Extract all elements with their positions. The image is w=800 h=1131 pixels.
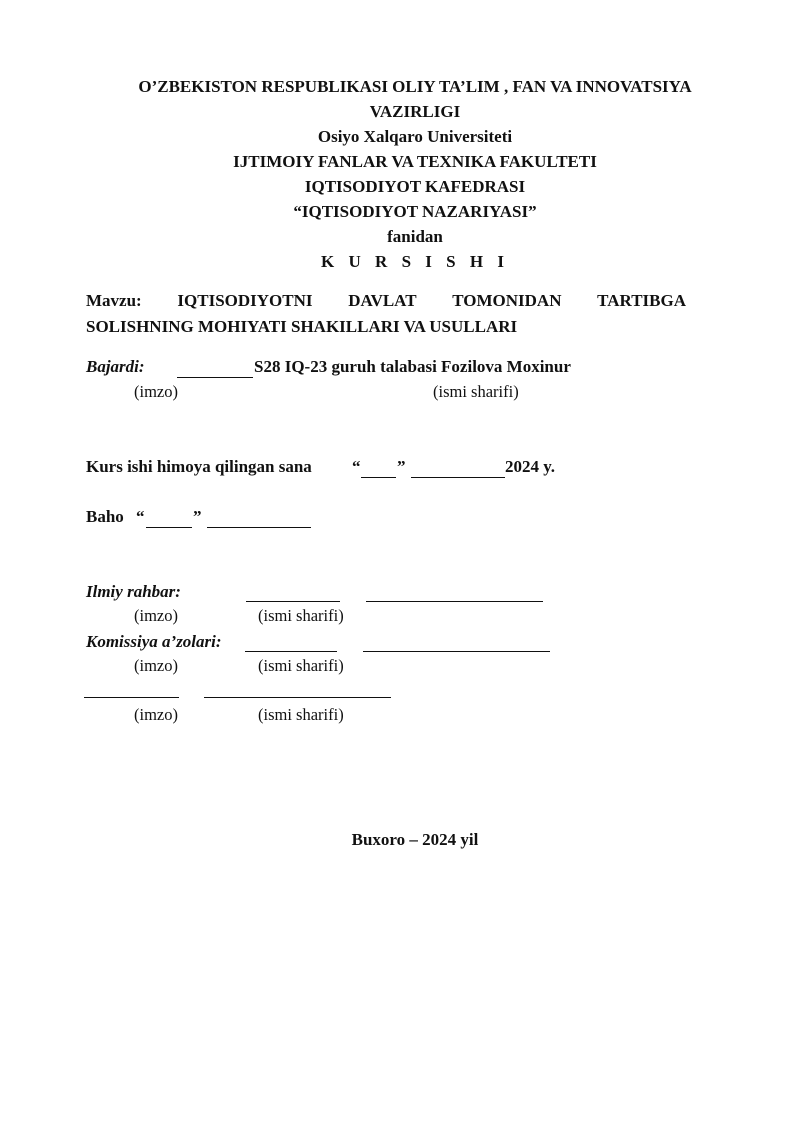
defense-date-label: Kurs ishi himoya qilingan sana bbox=[86, 457, 312, 476]
commission-imzo-caption: (imzo) bbox=[134, 656, 178, 675]
topic-word: IQTISODIYOTNI bbox=[177, 291, 313, 310]
grade-line bbox=[146, 527, 192, 528]
supervisor-signature-line bbox=[246, 601, 340, 602]
city-year: Buxoro – 2024 yil bbox=[351, 830, 479, 849]
ministry-line-2: VAZIRLIGI bbox=[369, 102, 461, 121]
performer-name-caption: (ismi sharifi) bbox=[433, 382, 519, 401]
commission-2-signature-line bbox=[84, 697, 179, 698]
ministry-line-1: O’ZBEKISTON RESPUBLIKASI OLIY TA’LIM , FAN VA INNOVATSIYA bbox=[138, 77, 692, 96]
topic-label: Mavzu: bbox=[86, 291, 142, 310]
commission-2-imzo-caption: (imzo) bbox=[134, 705, 178, 724]
defense-close-quote: ” bbox=[397, 457, 406, 476]
grade-close-quote: ” bbox=[193, 507, 202, 526]
performer-imzo-caption: (imzo) bbox=[134, 382, 178, 401]
subject-name: “IQTISODIYOT NAZARIYASI” bbox=[293, 202, 537, 221]
commission-name-line bbox=[363, 651, 550, 652]
defense-day-line bbox=[361, 477, 396, 478]
defense-year: 2024 y. bbox=[505, 457, 556, 476]
supervisor-name-line bbox=[366, 601, 543, 602]
fanidan-label: fanidan bbox=[387, 227, 443, 246]
topic-block bbox=[86, 288, 686, 340]
commission-2-name-line bbox=[204, 697, 391, 698]
document-header bbox=[0, 74, 800, 274]
supervisor-label: Ilmiy rahbar: bbox=[86, 582, 181, 601]
university-name: Osiyo Xalqaro Universiteti bbox=[317, 127, 513, 146]
performer-info: S28 IQ-23 guruh talabasi Fozilova Moxinur bbox=[254, 357, 571, 376]
faculty-name: IJTIMOIY FANLAR VA TEXNIKA FAKULTETI bbox=[233, 152, 597, 171]
commission-name-caption: (ismi sharifi) bbox=[258, 656, 344, 675]
performer-signature-line bbox=[177, 377, 253, 378]
topic-line-1 bbox=[86, 288, 686, 314]
supervisor-imzo-caption: (imzo) bbox=[134, 606, 178, 625]
topic-word: TARTIBGA bbox=[597, 291, 686, 310]
commission-label: Komissiya a’zolari: bbox=[86, 632, 222, 651]
commission-signature-line bbox=[245, 651, 337, 652]
commission-2-name-caption: (ismi sharifi) bbox=[258, 705, 344, 724]
work-type-title: K U R S I S H I bbox=[321, 252, 509, 271]
grade-text-line bbox=[207, 527, 311, 528]
defense-month-line bbox=[411, 477, 505, 478]
defense-open-quote: “ bbox=[352, 457, 361, 476]
department-name: IQTISODIYOT KAFEDRASI bbox=[304, 177, 526, 196]
grade-open-quote: “ bbox=[136, 507, 145, 526]
grade-label: Baho bbox=[86, 507, 124, 526]
performer-label: Bajardi: bbox=[86, 357, 145, 376]
topic-word: TOMONIDAN bbox=[452, 291, 562, 310]
topic-word: DAVLAT bbox=[348, 291, 417, 310]
supervisor-name-caption: (ismi sharifi) bbox=[258, 606, 344, 625]
topic-line-2: SOLISHNING MOHIYATI SHAKILLARI VA USULLARI bbox=[86, 317, 518, 336]
